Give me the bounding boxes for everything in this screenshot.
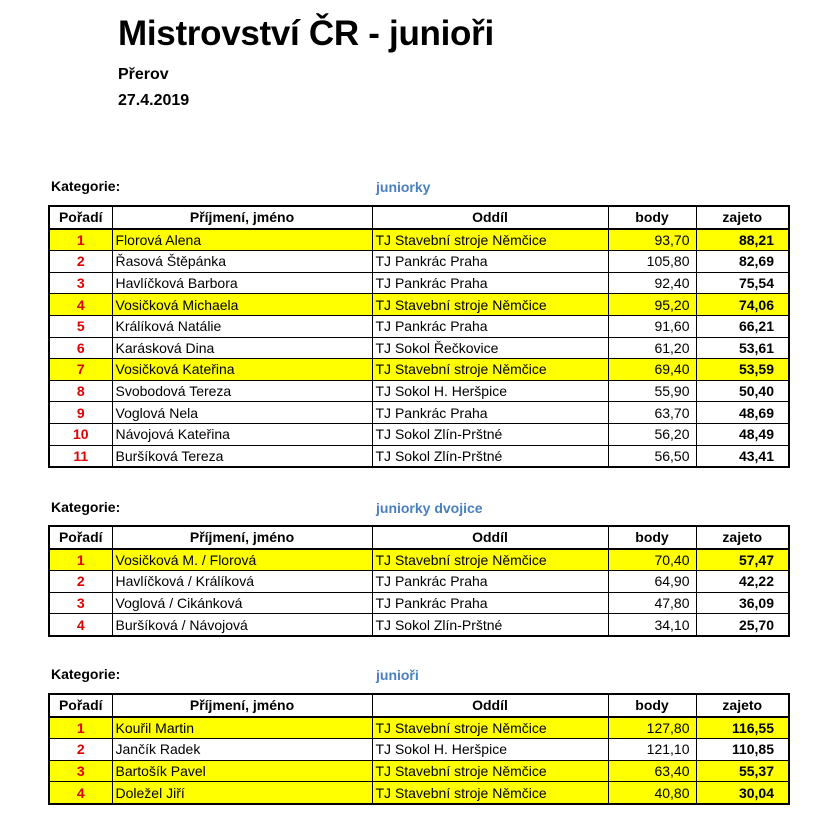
rank-cell: 3 <box>49 592 112 614</box>
body-cell: 91,60 <box>608 315 696 337</box>
event-date: 27.4.2019 <box>118 92 190 109</box>
body-cell: 127,80 <box>608 717 696 739</box>
body-cell: 40,80 <box>608 782 696 804</box>
zajeto-cell: 82,69 <box>696 251 789 273</box>
zajeto-cell: 36,09 <box>696 592 789 614</box>
column-header-body: body <box>608 694 696 717</box>
club-cell: TJ Stavební stroje Němčice <box>372 717 608 739</box>
club-cell: TJ Stavební stroje Němčice <box>372 549 608 571</box>
column-header-rank: Pořadí <box>49 694 112 717</box>
rank-cell: 9 <box>49 402 112 424</box>
name-cell: Havlíčková Barbora <box>112 272 372 294</box>
body-cell: 63,70 <box>608 402 696 424</box>
name-cell: Bartošík Pavel <box>112 760 372 782</box>
column-header-name: Příjmení, jméno <box>112 206 372 229</box>
rank-cell: 1 <box>49 717 112 739</box>
name-cell: Voglová / Cikánková <box>112 592 372 614</box>
table-row <box>49 549 789 571</box>
name-cell: Vosičková M. / Florová <box>112 549 372 571</box>
rank-cell: 7 <box>49 359 112 381</box>
body-cell: 64,90 <box>608 571 696 593</box>
club-cell: TJ Sokol Zlín-Prštné <box>372 423 608 445</box>
club-cell: TJ Sokol H. Heršpice <box>372 739 608 761</box>
zajeto-cell: 42,22 <box>696 571 789 593</box>
table-row <box>49 251 789 273</box>
column-header-zajeto: zajeto <box>696 526 789 549</box>
table-row <box>49 571 789 593</box>
rank-cell: 3 <box>49 760 112 782</box>
column-header-zajeto: zajeto <box>696 206 789 229</box>
column-header-rank: Pořadí <box>49 526 112 549</box>
event-place: Přerov <box>118 66 169 83</box>
club-cell: TJ Sokol Zlín-Prštné <box>372 614 608 636</box>
name-cell: Řasová Štěpánka <box>112 251 372 273</box>
zajeto-cell: 25,70 <box>696 614 789 636</box>
club-cell: TJ Pankrác Praha <box>372 315 608 337</box>
body-cell: 92,40 <box>608 272 696 294</box>
rank-cell: 6 <box>49 337 112 359</box>
column-header-rank: Pořadí <box>49 206 112 229</box>
body-cell: 69,40 <box>608 359 696 381</box>
table-row <box>49 717 789 739</box>
name-cell: Kouřil Martin <box>112 717 372 739</box>
club-cell: TJ Sokol H. Heršpice <box>372 380 608 402</box>
column-header-name: Příjmení, jméno <box>112 694 372 717</box>
name-cell: Karásková Dina <box>112 337 372 359</box>
rank-cell: 2 <box>49 571 112 593</box>
name-cell: Buršíková / Návojová <box>112 614 372 636</box>
column-header-club: Oddíl <box>372 694 608 717</box>
club-cell: TJ Stavební stroje Němčice <box>372 294 608 316</box>
category-label: Kategorie: <box>51 499 121 515</box>
table-row <box>49 359 789 381</box>
club-cell: TJ Sokol Zlín-Prštné <box>372 445 608 467</box>
table-row <box>49 614 789 636</box>
column-header-club: Oddíl <box>372 526 608 549</box>
club-cell: TJ Stavební stroje Němčice <box>372 229 608 251</box>
category-name: junioři <box>376 667 419 683</box>
results-table-juniorky <box>48 205 790 468</box>
category-name: juniorky dvojice <box>376 500 483 516</box>
zajeto-cell: 53,59 <box>696 359 789 381</box>
zajeto-cell: 48,69 <box>696 402 789 424</box>
table-row <box>49 380 789 402</box>
club-cell: TJ Pankrác Praha <box>372 402 608 424</box>
column-header-body: body <box>608 206 696 229</box>
column-header-zajeto: zajeto <box>696 694 789 717</box>
table-row <box>49 294 789 316</box>
body-cell: 34,10 <box>608 614 696 636</box>
name-cell: Návojová Kateřina <box>112 423 372 445</box>
zajeto-cell: 43,41 <box>696 445 789 467</box>
table-row <box>49 423 789 445</box>
body-cell: 63,40 <box>608 760 696 782</box>
table-row <box>49 229 789 251</box>
zajeto-cell: 50,40 <box>696 380 789 402</box>
table-row <box>49 272 789 294</box>
body-cell: 95,20 <box>608 294 696 316</box>
rank-cell: 2 <box>49 739 112 761</box>
rank-cell: 1 <box>49 549 112 571</box>
rank-cell: 1 <box>49 229 112 251</box>
zajeto-cell: 110,85 <box>696 739 789 761</box>
body-cell: 47,80 <box>608 592 696 614</box>
category-label: Kategorie: <box>51 666 121 682</box>
zajeto-cell: 30,04 <box>696 782 789 804</box>
table-header-row <box>49 206 789 229</box>
body-cell: 61,20 <box>608 337 696 359</box>
table-row <box>49 782 789 804</box>
zajeto-cell: 116,55 <box>696 717 789 739</box>
rank-cell: 10 <box>49 423 112 445</box>
name-cell: Havlíčková / Králíková <box>112 571 372 593</box>
rank-cell: 4 <box>49 782 112 804</box>
body-cell: 105,80 <box>608 251 696 273</box>
club-cell: TJ Sokol Řečkovice <box>372 337 608 359</box>
table-header-row <box>49 694 789 717</box>
rank-cell: 8 <box>49 380 112 402</box>
club-cell: TJ Stavební stroje Němčice <box>372 782 608 804</box>
zajeto-cell: 88,21 <box>696 229 789 251</box>
zajeto-cell: 55,37 <box>696 760 789 782</box>
results-table-juniori <box>48 693 790 805</box>
name-cell: Vosičková Kateřina <box>112 359 372 381</box>
club-cell: TJ Pankrác Praha <box>372 272 608 294</box>
table-row <box>49 315 789 337</box>
name-cell: Vosičková Michaela <box>112 294 372 316</box>
results-table-juniorky-dvojice <box>48 525 790 637</box>
column-header-body: body <box>608 526 696 549</box>
table-header-row <box>49 526 789 549</box>
rank-cell: 4 <box>49 294 112 316</box>
table-row <box>49 760 789 782</box>
table-row <box>49 337 789 359</box>
table-row <box>49 445 789 467</box>
zajeto-cell: 57,47 <box>696 549 789 571</box>
name-cell: Svobodová Tereza <box>112 380 372 402</box>
column-header-club: Oddíl <box>372 206 608 229</box>
body-cell: 56,50 <box>608 445 696 467</box>
body-cell: 56,20 <box>608 423 696 445</box>
name-cell: Buršíková Tereza <box>112 445 372 467</box>
rank-cell: 2 <box>49 251 112 273</box>
body-cell: 121,10 <box>608 739 696 761</box>
page-title: Mistrovství ČR - junioři <box>118 14 494 53</box>
table-row <box>49 739 789 761</box>
table-row <box>49 402 789 424</box>
zajeto-cell: 53,61 <box>696 337 789 359</box>
zajeto-cell: 74,06 <box>696 294 789 316</box>
category-name: juniorky <box>376 179 431 195</box>
rank-cell: 11 <box>49 445 112 467</box>
rank-cell: 5 <box>49 315 112 337</box>
club-cell: TJ Pankrác Praha <box>372 571 608 593</box>
body-cell: 70,40 <box>608 549 696 571</box>
body-cell: 93,70 <box>608 229 696 251</box>
name-cell: Florová Alena <box>112 229 372 251</box>
club-cell: TJ Pankrác Praha <box>372 251 608 273</box>
club-cell: TJ Stavební stroje Němčice <box>372 760 608 782</box>
table-row <box>49 592 789 614</box>
zajeto-cell: 75,54 <box>696 272 789 294</box>
name-cell: Jančík Radek <box>112 739 372 761</box>
zajeto-cell: 48,49 <box>696 423 789 445</box>
body-cell: 55,90 <box>608 380 696 402</box>
club-cell: TJ Stavební stroje Němčice <box>372 359 608 381</box>
zajeto-cell: 66,21 <box>696 315 789 337</box>
name-cell: Voglová Nela <box>112 402 372 424</box>
column-header-name: Příjmení, jméno <box>112 526 372 549</box>
name-cell: Králíková Natálie <box>112 315 372 337</box>
rank-cell: 4 <box>49 614 112 636</box>
rank-cell: 3 <box>49 272 112 294</box>
name-cell: Doležel Jiří <box>112 782 372 804</box>
club-cell: TJ Pankrác Praha <box>372 592 608 614</box>
category-label: Kategorie: <box>51 178 121 194</box>
